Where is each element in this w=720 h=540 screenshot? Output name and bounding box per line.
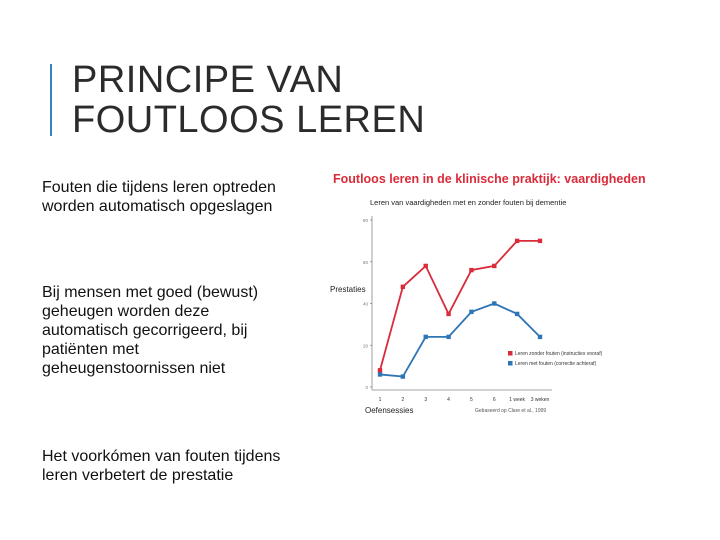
data-point xyxy=(492,264,496,268)
data-point xyxy=(492,301,496,305)
data-point xyxy=(469,310,473,314)
y-tick-label: 60 xyxy=(362,259,368,265)
data-point xyxy=(515,239,519,243)
x-tick-label: 1 xyxy=(378,397,382,403)
title-line-1: PRINCIPE VAN xyxy=(72,59,344,101)
bullet-text-1: Fouten die tijdens leren optreden worden automatisch opgeslagen xyxy=(42,179,276,215)
bullet-text-2: Bij mensen met goed (bewust) geheugen worden deze automatisch gecorrigeerd, bij patiënten met geheugenstoornissen niet xyxy=(42,284,259,377)
y-tick-label: 80 xyxy=(362,218,368,223)
x-tick-label: 3 xyxy=(424,397,428,403)
data-point xyxy=(538,239,542,243)
data-point xyxy=(515,312,519,316)
chart-source: Gebaseerd op Clare et al., 1999 xyxy=(475,408,547,414)
data-point xyxy=(378,368,382,372)
data-point xyxy=(446,335,450,339)
x-tick-label: 6 xyxy=(492,397,496,403)
legend-label: Leren zonder fouten (instructies vooraf) xyxy=(515,351,603,357)
data-point xyxy=(424,264,428,268)
data-point xyxy=(378,372,382,376)
x-tick-label: 4 xyxy=(447,397,450,403)
page-title xyxy=(72,60,425,140)
x-tick-label: 1 week xyxy=(509,397,526,403)
chart-title: Foutloos leren in de klinische praktijk: vaardigheden xyxy=(333,172,645,186)
data-point xyxy=(401,374,405,378)
chart-legend xyxy=(508,351,603,367)
y-tick-label: 0 xyxy=(365,385,368,390)
data-point xyxy=(469,268,473,272)
chart-subtitle: Leren van vaardigheden met en zonder fouten bij dementie xyxy=(370,198,567,207)
x-tick-label: 2 xyxy=(401,397,405,403)
data-point xyxy=(446,312,450,316)
title-line-2: FOUTLOOS LEREN xyxy=(72,99,426,141)
data-point xyxy=(424,335,428,339)
x-tick-label: 3 weken xyxy=(530,397,550,403)
bullet-text-3: Het voorkómen van fouten tijdens leren verbetert de prestatie xyxy=(42,448,281,484)
data-point xyxy=(538,335,542,339)
title-accent-bar xyxy=(50,64,52,136)
chart-container xyxy=(325,165,645,420)
x-tick-label: 5 xyxy=(470,397,473,403)
chart-xlabel: Oefensessies xyxy=(365,406,414,415)
legend-label: Leren met fouten (correctie achteraf) xyxy=(515,361,597,367)
y-tick-label: 40 xyxy=(362,301,368,307)
legend-swatch xyxy=(508,351,513,356)
plot-area xyxy=(363,216,552,403)
y-tick-label: 20 xyxy=(362,343,368,349)
line-chart xyxy=(325,165,645,420)
legend-swatch xyxy=(508,361,513,366)
data-point xyxy=(401,285,405,289)
chart-ylabel: Prestaties xyxy=(330,285,366,294)
